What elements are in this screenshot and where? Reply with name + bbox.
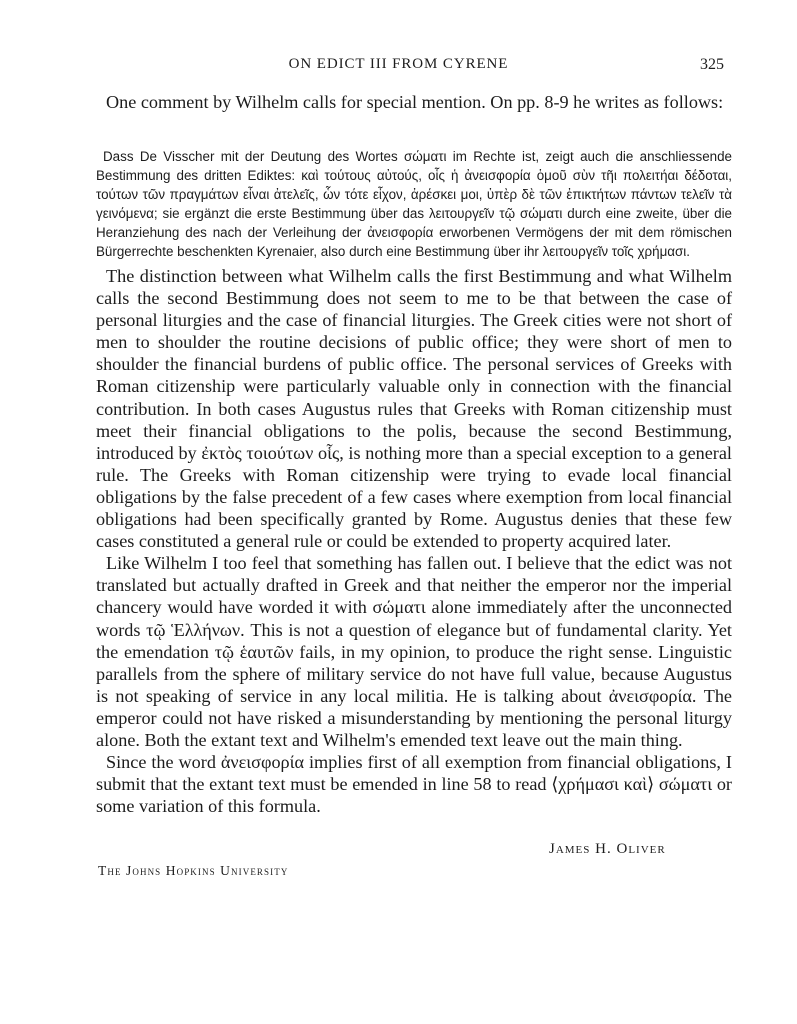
paragraph-emendation: Since the word ἀνεισφορία implies first of all exemption from financial obligations, I submit that the extant text must be emended in line 58 to read ⟨χρήμασι καὶ⟩ σώματι or some variation of this formula. <box>96 752 732 817</box>
paragraph-distinction: The distinction between what Wilhelm calls the first Bestimmung and what Wilhelm calls the second Bestimmung does not seem to me to be that between the case of personal liturgies and the case of financial liturgies. The Greek cities were not short of men to shoulder the routine decisions of public office; they were short of men to shoulder the financial burdens of public office. The personal services of Greeks with Roman citizenship were particularly valuable only in connection with the financial contribution. In both cases Augustus rules that Greeks with Roman citizenship must meet their financial obligations to the polis, because the second Bestimmung, introduced by ἐκτὸς τοιούτων οἷς, is nothing more than a special exception to a general rule. The Greeks with Roman citizenship were trying to evade local financial obligations by the false precedent of a few cases where exemption from local financial obligations had been specifically granted by Rome. Augustus denies that these few cases constituted a general rule or could be extended to property acquired later. <box>96 266 732 552</box>
author-affiliation: The Johns Hopkins University <box>98 863 289 878</box>
page-number: 325 <box>700 56 724 73</box>
page-header <box>0 56 797 78</box>
running-title: ON EDICT III FROM CYRENE <box>288 56 509 72</box>
block-quote: Dass De Visscher mit der Deutung des Wortes σώματι im Rechte ist, zeigt auch die anschliessende Bestimmung des dritten Ediktes: καὶ τούτους αὐτούς, οἷς ἡ ἀνεισφορία ὁμοῦ σὺν τῆι πολειτήαι δέδοται, τούτων τῶν πραγμάτων εἶναι ἀτελεῖς, ὧν τότε εἶχον, ἀρέσκει μοι, ὑπὲρ δὲ τῶν ἐπικτήτων πάντων τελεῖν τὰ γεινόμενα; sie ergänzt die erste Bestimmung über das λειτουργεῖν τῷ σώματι durch eine zweite, über die Heranziehung des nach der Verleihung der ἀνεισφορία erworbenen Vermögens der mit dem römischen Bürgerrechte beschenkten Kyrenaier, also durch eine Bestimmung über ihr λειτουργεῖν τοῖς χρήμασι. <box>96 149 732 259</box>
author-signature: James H. Oliver <box>549 841 666 857</box>
intro-paragraph: One comment by Wilhelm calls for special mention. On pp. 8-9 he writes as follows: <box>106 92 724 112</box>
body-text <box>96 265 732 817</box>
paragraph-fallen-out: Like Wilhelm I too feel that something has fallen out. I believe that the edict was not translated but actually drafted in Greek and that neither the emperor nor the imperial chancery would have worded it with σώματι alone immediately after the unconnected words τῷ Ἑλλήνων. This is not a question of elegance but of fundamental clarity. Yet the emendation τῷ ἑαυτῶν fails, in my opinion, to produce the right sense. Linguistic parallels from the sphere of military service do not have full value, because Augustus is not speaking of service in any local militia. He is talking about ἀνεισφορία. The emperor could not have risked a misunderstanding by mentioning the personal liturgy alone. Both the extant text and Wilhelm's emended text leave out the main thing. <box>96 553 732 750</box>
